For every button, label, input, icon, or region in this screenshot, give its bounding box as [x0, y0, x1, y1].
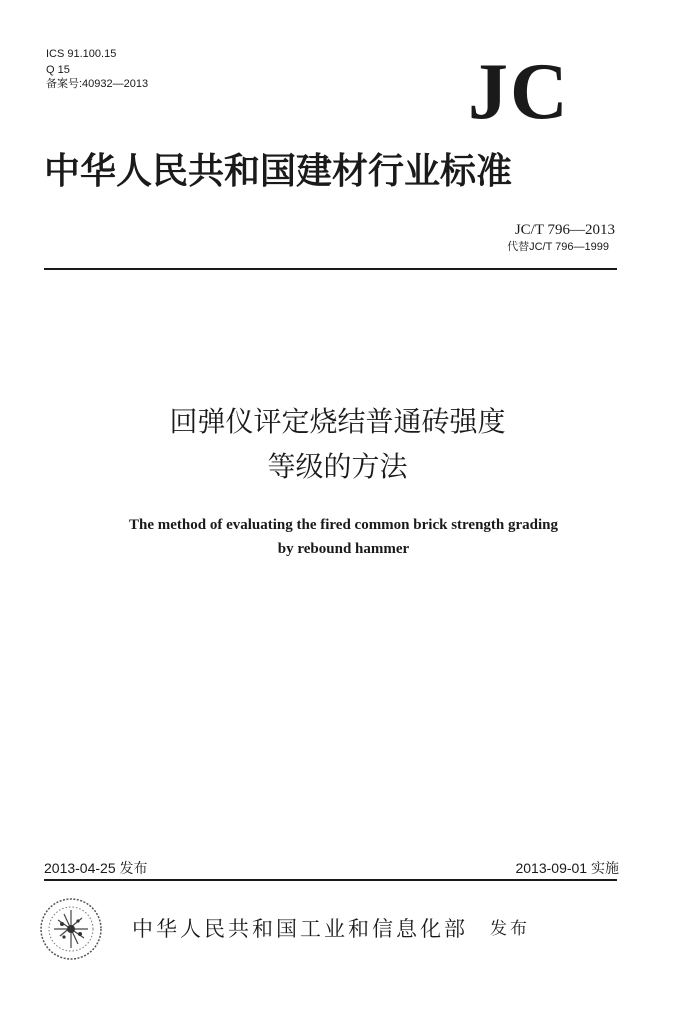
ics-code: ICS 91.100.15: [46, 48, 117, 60]
replaced-standard: 代替JC/T 796—1999: [507, 241, 609, 253]
title-english-line-2: by rebound hammer: [277, 541, 410, 557]
record-number: 备案号:40932—2013: [46, 78, 149, 90]
seal-icon: [38, 896, 104, 962]
header-divider: [44, 268, 617, 270]
publisher-name: 中华人民共和国工业和信息化部: [132, 917, 468, 941]
publish-label: 发布: [490, 919, 530, 939]
ccs-code: Q 15: [46, 64, 70, 76]
implementation-date: 2013-09-01 实施: [515, 860, 619, 876]
title-chinese-line-1: 回弹仪评定烧结普通砖强度: [169, 405, 506, 438]
jc-logo: JC: [468, 48, 570, 136]
standard-number: JC/T 796—2013: [514, 222, 615, 238]
title-english-line-1: The method of evaluating the fired common brick strength grading: [128, 517, 559, 533]
title-chinese-line-2: 等级的方法: [267, 450, 408, 483]
standard-category: 中华人民共和国建材行业标准: [44, 151, 513, 192]
footer-divider: [44, 879, 617, 881]
issue-date: 2013-04-25 发布: [44, 860, 148, 876]
